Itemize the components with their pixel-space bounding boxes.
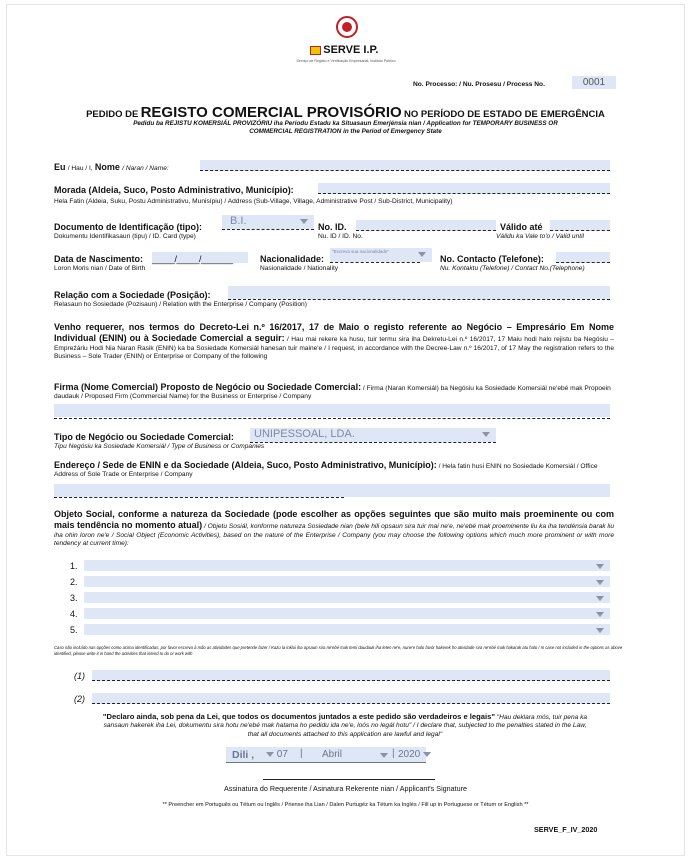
date-month-select[interactable]: Abril: [322, 749, 392, 760]
handwrite-underline-2: [92, 703, 610, 704]
firm-name-input[interactable]: [54, 404, 610, 417]
handwrite-note: Caso não incluído nas opções como acima identificadas, por favor escreva à mão as atividades que pretende fazer / Kazu la inklui iha opsaun sira ne'ebé mak temi daudauk iha leten ne'e, nune'e halo favór hakerek ho atividade sira ne'ebé mak hakarak atu halo / In case not included in the options as above identified, please write it in hand the activities that intend to do or work with: [54, 645, 623, 656]
id-type-sublabel: Dokumentu Identifikasaun (tipu) / ID. Card (type): [54, 233, 196, 240]
title-subline-1: Pedidu ba REJISTU KOMERSIÁL PROVIZÓRIU iha Periodu Estadu ka Situasaun Emerjénsia nian / Application for TEMPORARY BUSINESS OR: [133, 120, 558, 127]
address-underline: [318, 193, 610, 194]
relation-underline: [228, 299, 610, 300]
contact-sublabel: Nu. Kontaktu (Telefone) / Contact No.(Telephone): [440, 265, 585, 272]
chevron-down-icon: [380, 753, 388, 758]
address-label: Morada (Aldeia, Suco, Posto Administrativo, Município):: [54, 185, 294, 195]
object-paragraph: Objeto Social, conforme a natureza da Sociedade (pode escolher as opções seguintes que são muito mais proeminente ou com mais tendência no momento atual) / Objetu Sosiál, konforme natureza Sosiedade nian (bele hili opsaun sira tuir mai ne'e, ne'ebé mak proeminente liu ka iha tendénsia barak liu iha ohin loron ne'e / Social Object (Economic Activities), based on the nature of the Enterprise / Company (you may choose the following options which much more prominent or with more tendency at current time):: [54, 509, 614, 548]
serve-logo: SERVE I.P.: [310, 44, 390, 58]
nationality-underline: [330, 262, 420, 263]
id-type-underline: [222, 229, 314, 230]
chevron-down-icon: [482, 432, 490, 437]
id-no-sublabel: Nu. ID / ID. No.: [318, 233, 363, 240]
signature-line[interactable]: [263, 779, 435, 780]
signature-label: Assinatura do Requerente / Asinatura Rekerente nian / Applicant's Signature: [223, 784, 468, 793]
date-separator: |: [392, 748, 395, 759]
name-underline: [200, 170, 610, 171]
object-item-number: 1.: [70, 561, 78, 571]
nationality-sublabel: Nasionalidade / Nationality: [260, 265, 339, 272]
chevron-down-icon: [596, 580, 604, 585]
declaration: "Declaro ainda, sob pena da Lei, que todos os documentos juntados a este pedido são verdadeiros e legais" "Hau deklara mós, tuir pena ka sansaun hakerek iha Lei, dokumentu sira hotu ne'ebé mak hatama ho pedidu ida ne'e, loós no legál hotu" / I declare that, subjected to the penalties stated in the Law, that all documents attached to this application are lawful and legal": [102, 712, 588, 738]
object-item-number: 5.: [70, 625, 78, 635]
form-code: SERVE_F_IV_2020: [534, 825, 598, 834]
nationality-label: Nacionalidade:: [260, 254, 325, 264]
valid-underline: [550, 230, 610, 231]
object-select-2[interactable]: [84, 576, 610, 587]
request-paragraph: Venho requerer, nos termos do Decreto-Lei n.º 16/2017, 17 de Maio o registo referente ao Negócio – Empresário Em Nome Individual (ENIN) ou à Sociedade Comercial a seguir: / Hau mai rekere ka husu, tuir termu sira iha Dekretu-Lei n.º 16/2017, 17 Maiu hodi halo rejistu ba Negósiu – Empreźáriu Hodi Nia Naran Rasik (ENIN) ka ba Sosiedade Komersiál hanesan tuir maine'e / I request, in accordance with the Decree-Law n.º 16/2017, of 17 May the registration refers to the Business – Sole Trader (ENIN) or Enterprise or Company of the following: [54, 322, 614, 361]
office-address-input[interactable]: [54, 484, 610, 497]
serve-logo-icon: [310, 46, 321, 55]
object-item-number: 2.: [70, 577, 78, 587]
chevron-down-icon: [300, 219, 308, 224]
business-type-select[interactable]: UNIPESSOAL, LDA.: [250, 428, 496, 442]
handwrite-label-1: (1): [74, 671, 85, 681]
date-underline: [226, 762, 426, 763]
chevron-down-icon: [423, 752, 431, 757]
valid-sublabel: Válidu ka Vale to'o / Valid until: [496, 233, 585, 240]
contact-underline: [556, 262, 610, 263]
title-subline-2: COMMERCIAL REGISTRATION in the Period of Emergency State: [249, 128, 442, 135]
form-title: PEDIDO DE REGISTO COMERCIAL PROVISÓRIO NO PERÍODO DE ESTADO DE EMERGÊNCIA: [86, 104, 605, 121]
date-year-select[interactable]: 2020: [398, 749, 431, 760]
process-label: No. Processo: / Nu. Prosesu / Process No.: [413, 81, 545, 88]
birth-date-slots: _____/_____/_______: [152, 254, 233, 264]
process-number-field[interactable]: 0001: [572, 76, 616, 89]
id-type-select[interactable]: B.I.: [222, 215, 314, 229]
business-type-sublabel: Tipu Negósiu ka Sosiedade Komersiál / Type of Business or Companies: [54, 443, 265, 450]
handwrite-underline-1: [92, 680, 610, 681]
object-select-5[interactable]: [84, 624, 610, 635]
object-select-1[interactable]: [84, 560, 610, 571]
object-item-number: 4.: [70, 609, 78, 619]
valid-label: Válido até: [500, 222, 543, 232]
object-select-4[interactable]: [84, 608, 610, 619]
chevron-down-icon: [596, 596, 604, 601]
id-type-label: Documento de Identificação (tipo):: [54, 222, 203, 232]
relation-label: Relação com a Sociedade (Posição):: [54, 290, 211, 300]
chevron-down-icon: [596, 612, 604, 617]
office-underline: [54, 497, 344, 498]
id-no-label: No. ID.: [318, 222, 347, 232]
date-day-select[interactable]: 07: [266, 749, 288, 760]
chevron-down-icon: [418, 252, 426, 257]
chevron-down-icon: [266, 752, 274, 757]
nationality-select[interactable]: "Escreva sua nacionalidade": [330, 248, 432, 262]
chevron-down-icon: [596, 628, 604, 633]
footer-note: ** Preencher em Português ou Tétum ou Inglês / Prienxe iha Lian / Dalen Purtugéz ka Tétum ka Inglés / Fill up in Portuguese or Tétum or English **: [162, 802, 529, 808]
handwrite-label-2: (2): [74, 694, 85, 704]
office-paragraph: Endereço / Sede de ENIN e da Sociedade (Aldeia, Suco, Posto Administrativo, Município): / Hela fatin husi ENIN no Sosiedade Komersiál / Office Address of Sole Trade or Enterprise / Company: [54, 460, 598, 479]
date-separator: |: [300, 748, 303, 759]
firm-paragraph: Firma (Nome Comercial) Proposto de Negócio ou Sociedade Comercial: / Firma (Naran Komersiál) ba Negósiu ka Sosiedade Komersiál ne'ebé mak Propoein daudauk / Proposed Firm (Commercial Name) for the Business or Enterprise / Company: [54, 382, 611, 401]
object-item-number: 3.: [70, 593, 78, 603]
emblem-icon: [336, 16, 358, 38]
logo-subtitle: Serviço de Registo e Verificação Empresarial, Instituto Público: [296, 59, 396, 63]
birth-sublabel: Loron Moris nian / Date of Birth: [54, 265, 146, 272]
contact-label: No. Contacto (Telefone):: [440, 254, 544, 264]
relation-sublabel: Relasaun ho Sosiedade (Pozisaun) / Relation with the Enterprise / Company (Position): [54, 301, 307, 308]
object-select-3[interactable]: [84, 592, 610, 603]
firm-underline: [54, 418, 610, 419]
id-no-underline: [356, 230, 496, 231]
business-type-underline: [250, 442, 496, 443]
birth-label: Data de Nascimento:: [54, 254, 144, 264]
business-type-label: Tipo de Negócio ou Sociedade Comercial:: [54, 432, 234, 442]
chevron-down-icon: [596, 564, 604, 569]
relation-input[interactable]: [228, 286, 610, 299]
date-city: Dili ,: [232, 749, 255, 761]
name-label: Eu / Hau / I, Nome / Naran / Name:: [54, 162, 169, 172]
address-sublabel: Hela Fatin (Aldeia, Suku, Postu Administrativu, Munisípiu) / Address (Sub-Village, Village, Administrative Post / Sub-District, Municipality): [54, 198, 453, 205]
